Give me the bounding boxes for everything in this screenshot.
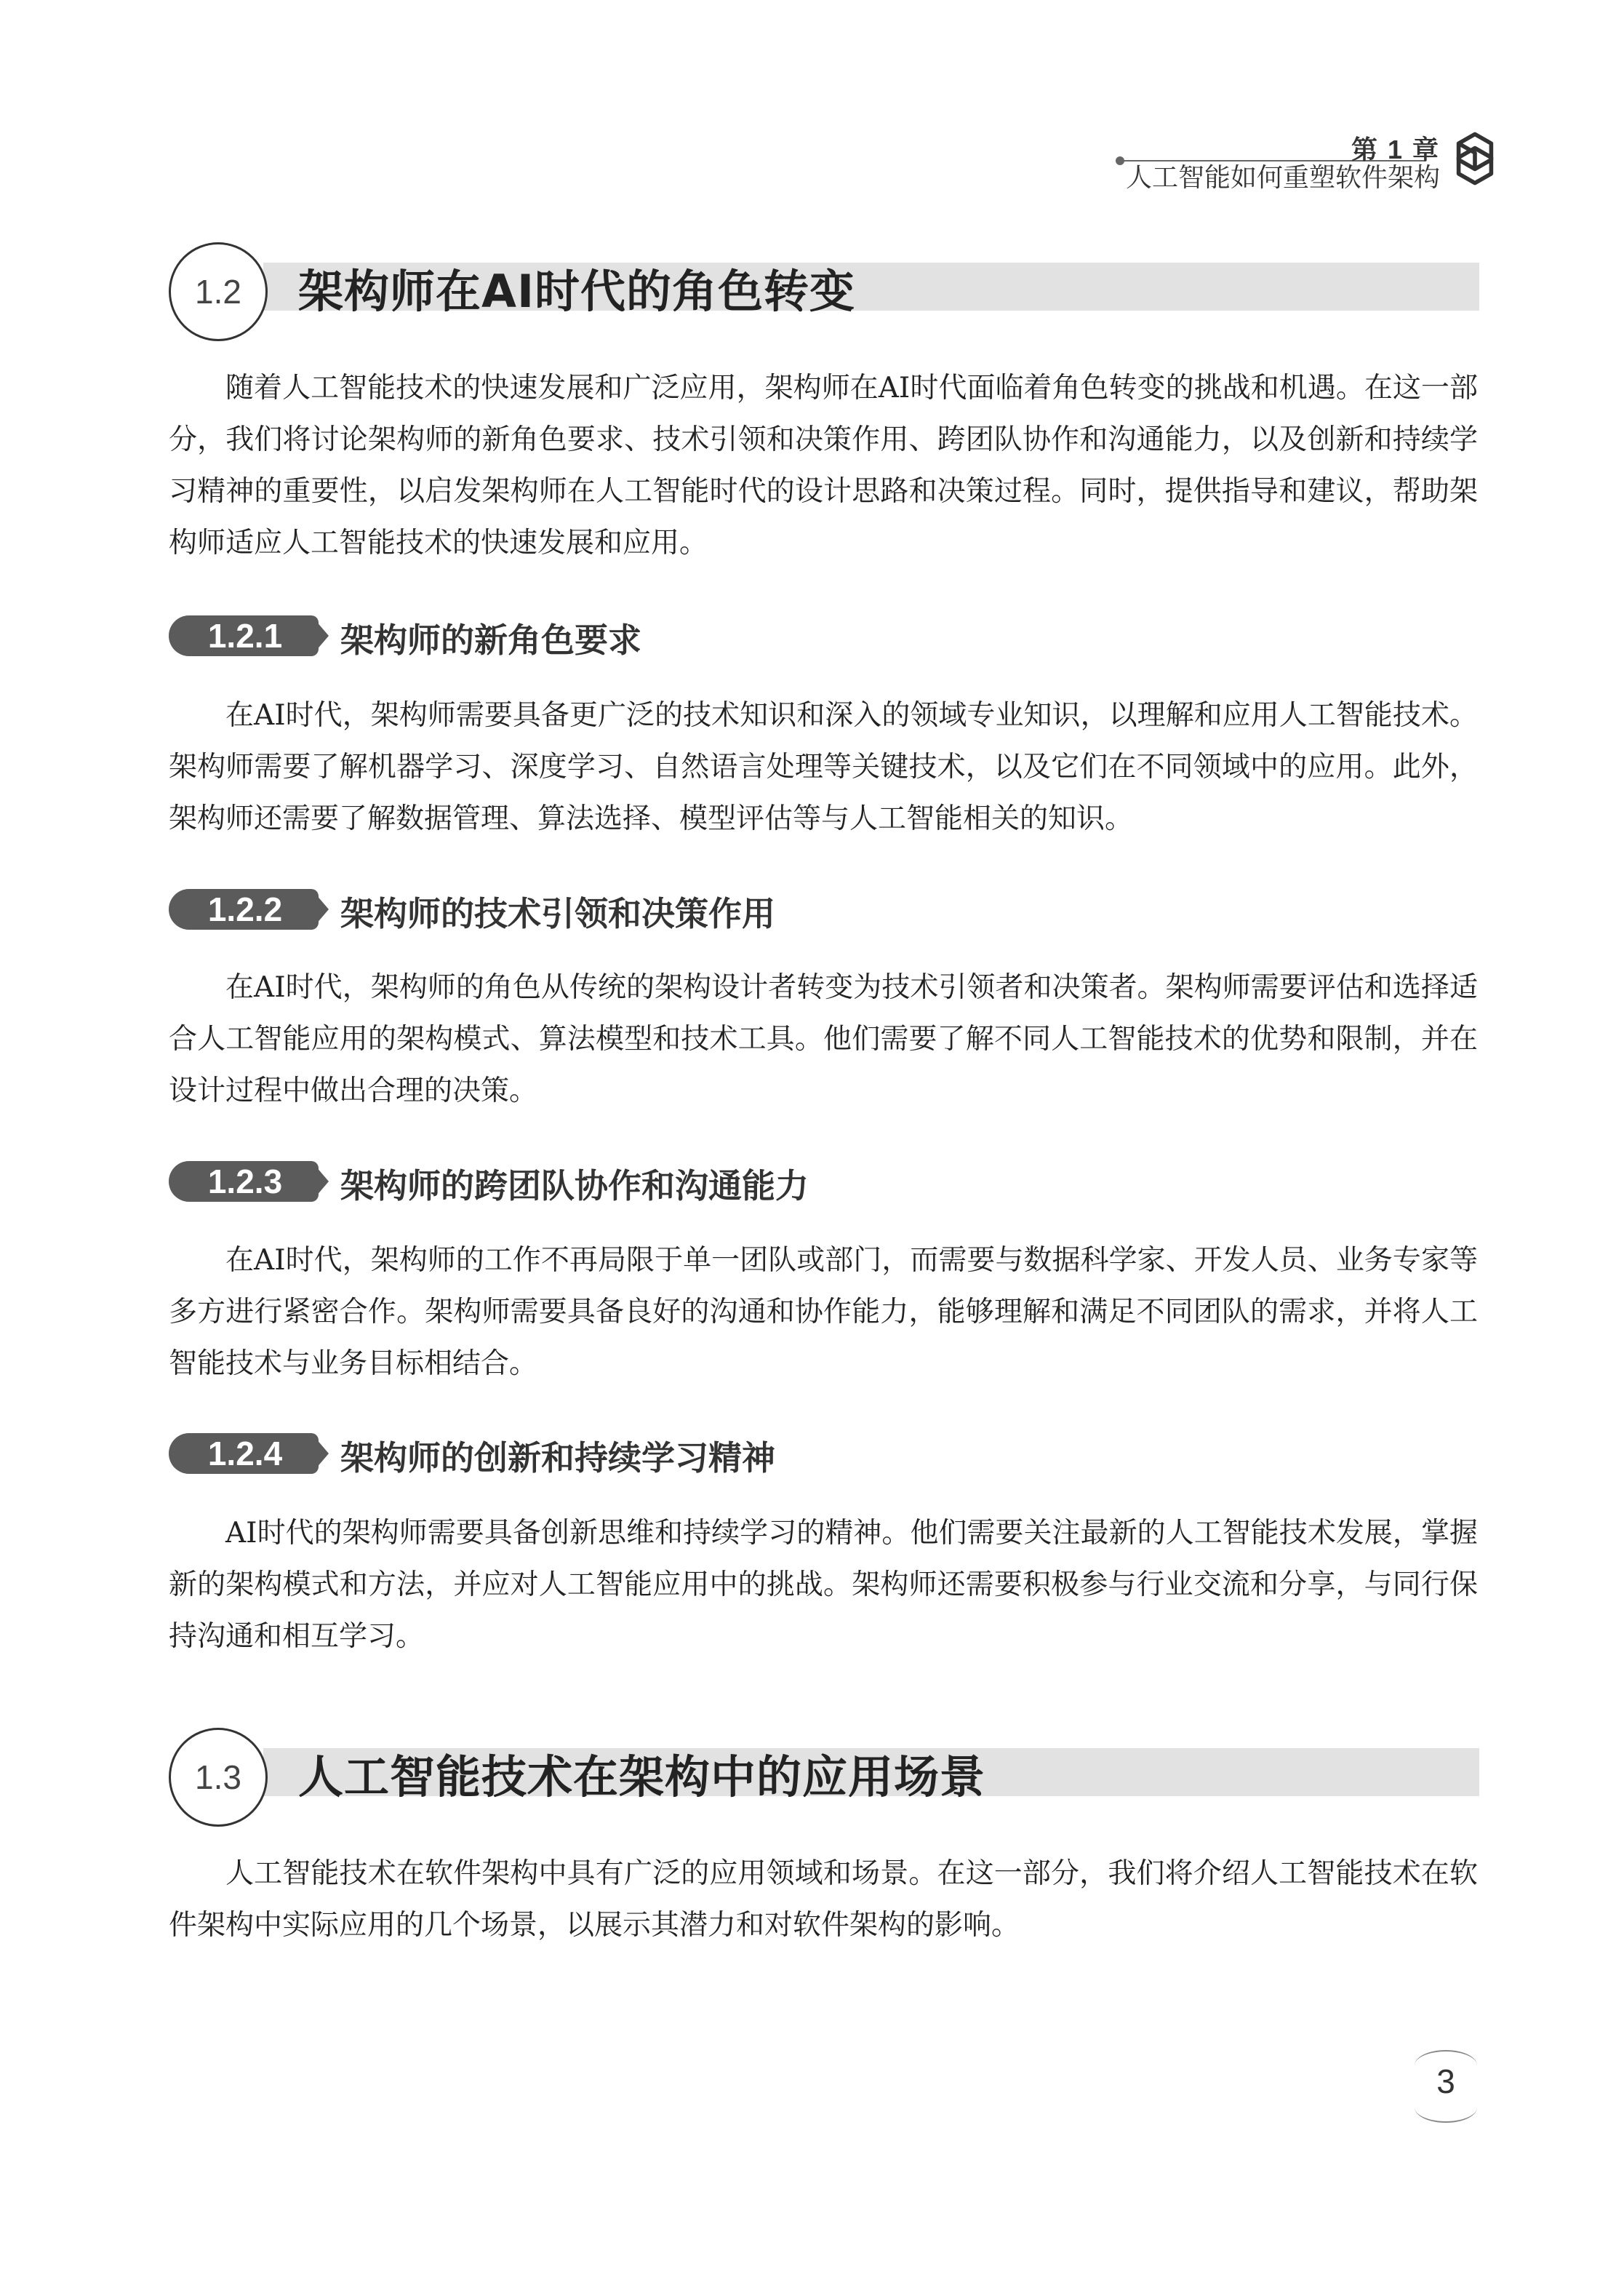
subsection-paragraph: 在AI时代，架构师需要具备更广泛的技术知识和深入的领域专业知识，以理解和应用人工智能技术。架构师需要了解机器学习、深度学习、自然语言处理等关键技术，以及它们在不同领域中的应用。此外，架构师还需要了解数据管理、算法选择、模型评估等与人工智能相关的知识。: [169, 699, 1478, 835]
chapter-title: 人工智能如何重塑软件架构: [1125, 163, 1440, 193]
page-number-marker: [1415, 2050, 1480, 2123]
subsection-title: 架构师的创新和持续学习精神: [340, 1438, 775, 1478]
subsection-number: 1.2.3: [207, 1163, 283, 1200]
subsection-title: 架构师的跨团队协作和沟通能力: [340, 1166, 809, 1205]
section-number: 1.3: [195, 1758, 241, 1796]
openai-knot-icon: [1446, 129, 1504, 188]
section-number: 1.2: [195, 273, 241, 311]
subsection-heading-1-2-4: [169, 1430, 1041, 1478]
section-heading-1-3: [169, 1728, 1479, 1833]
subsection-number: 1.2.4: [207, 1435, 283, 1472]
subsection-number: 1.2.1: [207, 617, 283, 655]
subsection-number: 1.2.2: [207, 890, 283, 928]
subsection-paragraph: 在AI时代，架构师的工作不再局限于单一团队或部门，而需要与数据科学家、开发人员、业务专家等多方进行紧密合作。架构师需要具备良好的沟通和协作能力，能够理解和满足不同团队的需求，并将人工智能技术与业务目标相结合。: [169, 1244, 1478, 1380]
subsection-paragraph: AI时代的架构师需要具备创新思维和持续学习的精神。他们需要关注最新的人工智能技术发展，掌握新的架构模式和方法，并应对人工智能应用中的挑战。架构师还需要积极参与行业交流和分享，与同行保持沟通和相互学习。: [169, 1517, 1478, 1653]
subsection-heading-1-2-2: [169, 886, 1041, 931]
chapter-label: 第 1 章: [1351, 135, 1440, 164]
subsection-heading-1-2-3: [169, 1158, 1041, 1203]
subsection-title: 架构师的新角色要求: [340, 621, 641, 660]
section-intro-paragraph: 人工智能技术在软件架构中具有广泛的应用领域和场景。在这一部分，我们将介绍人工智能技术在软件架构中实际应用的几个场景，以展示其潜力和对软件架构的影响。: [169, 1857, 1478, 1942]
section-intro-paragraph: 随着人工智能技术的快速发展和广泛应用，架构师在AI时代面临着角色转变的挑战和机遇。在这一部分，我们将讨论架构师的新角色要求、技术引领和决策作用、跨团队协作和沟通能力，以及创新和持续学习精神的重要性，以启发架构师在人工智能时代的设计思路和决策过程。同时，提供指导和建议，帮助架构师适应人工智能技术的快速发展和应用。: [169, 372, 1478, 559]
subsection-paragraph: 在AI时代，架构师的角色从传统的架构设计者转变为技术引领者和决策者。架构师需要评估和选择适合人工智能应用的架构模式、算法模型和技术工具。他们需要了解不同人工智能技术的优势和限制，并在设计过程中做出合理的决策。: [169, 971, 1478, 1107]
section-heading-1-2: [169, 242, 1479, 347]
section-title: 人工智能技术在架构中的应用场景: [298, 1750, 986, 1803]
subsection-heading-1-2-1: [169, 613, 1041, 658]
page-number: 3: [1436, 2062, 1455, 2100]
subsection-title: 架构师的技术引领和决策作用: [340, 894, 775, 933]
running-header: [1105, 124, 1440, 193]
section-title: 架构师在AI时代的角色转变: [298, 265, 856, 318]
